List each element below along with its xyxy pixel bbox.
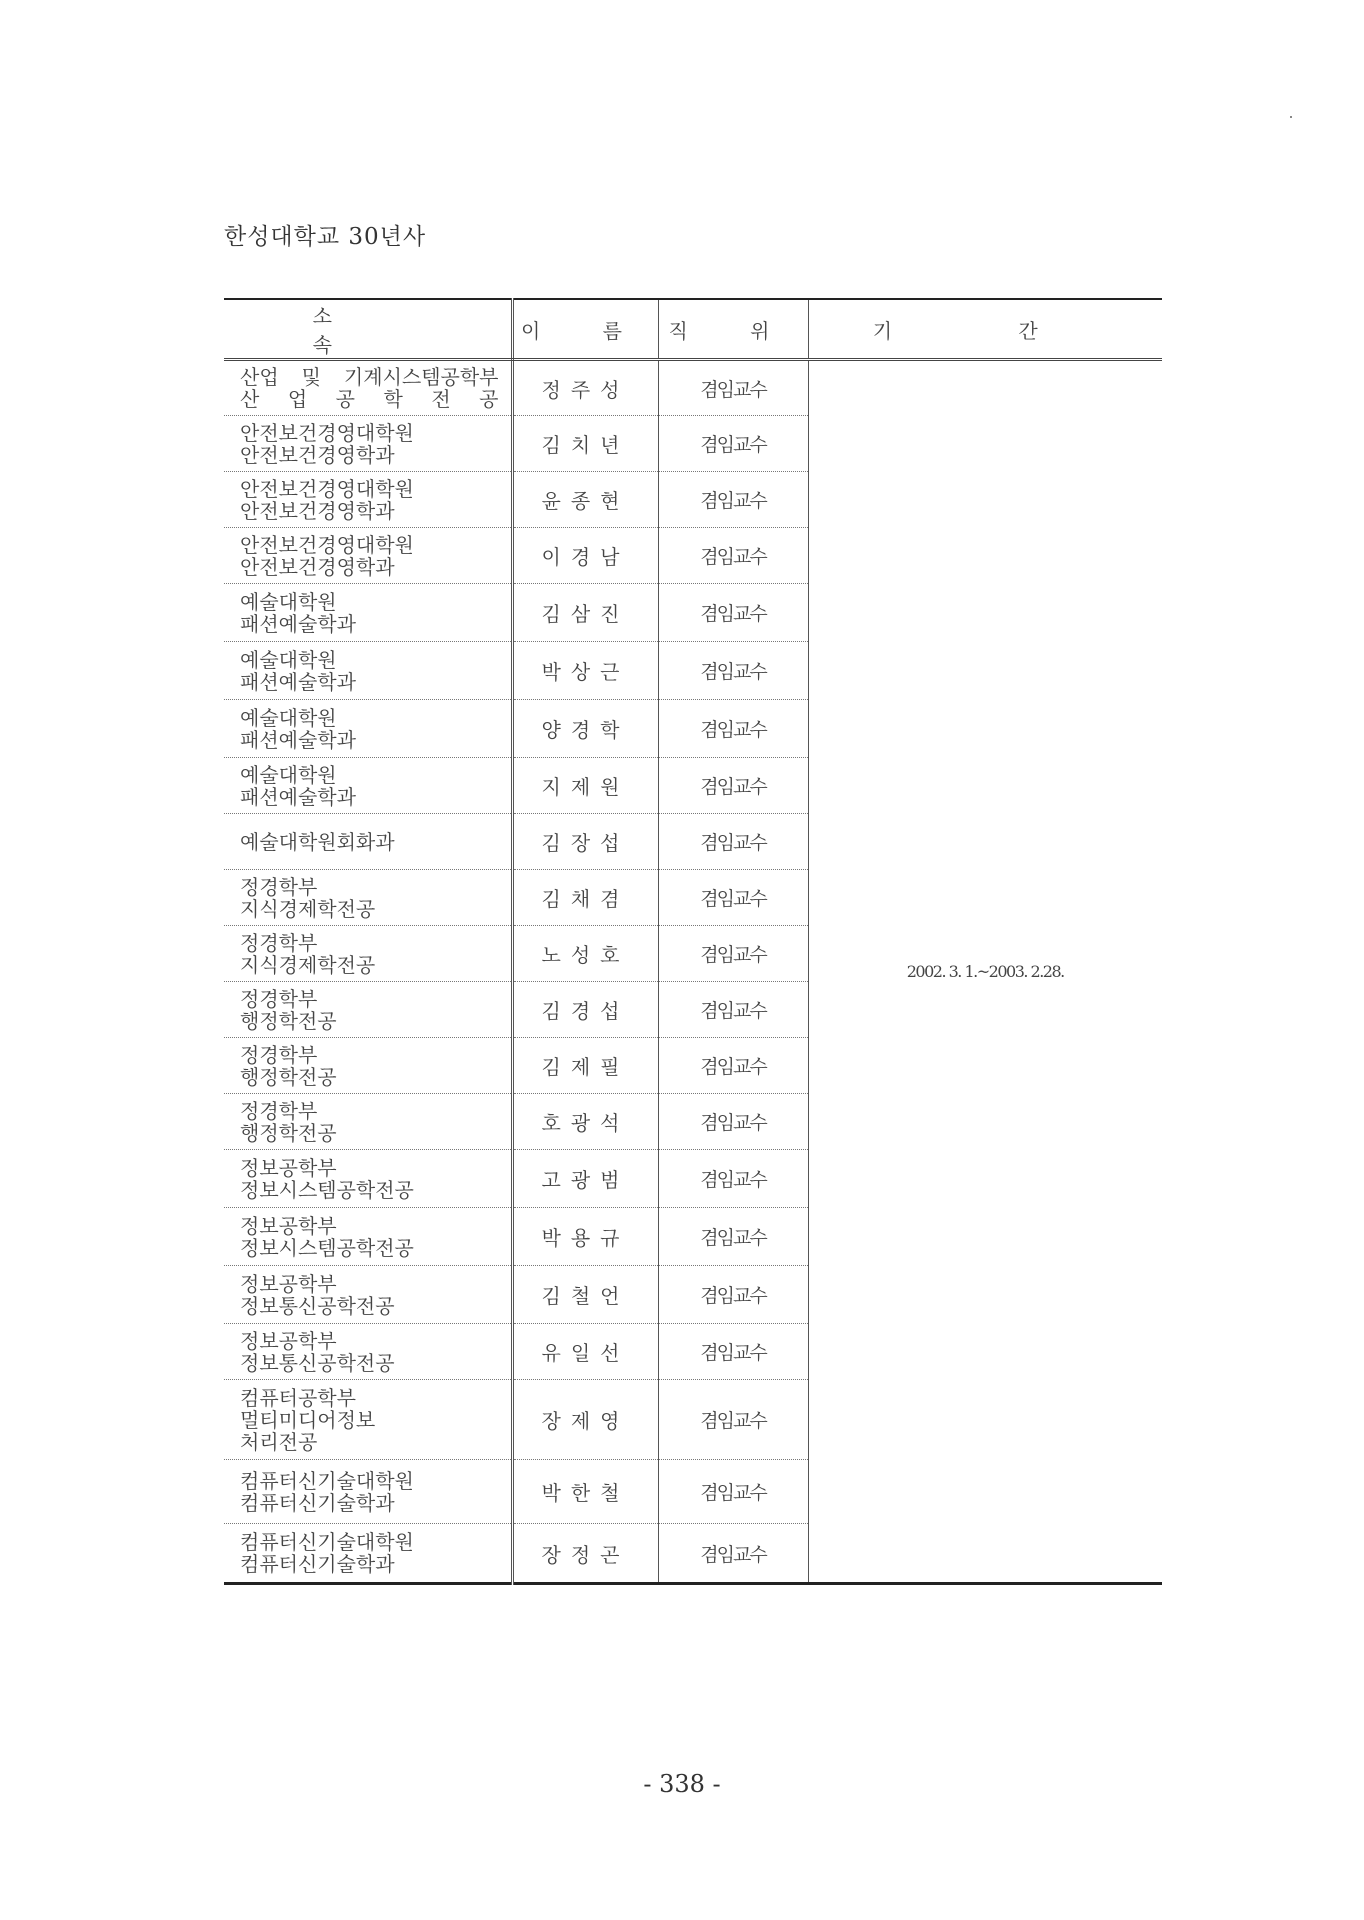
affiliation-cell — [224, 472, 512, 528]
affiliation-line: 컴퓨터신기술학과 — [240, 1490, 395, 1515]
name-cell: 김철언 — [512, 1266, 658, 1324]
name-cell: 호광석 — [512, 1094, 658, 1150]
position-cell: 겸임교수 — [658, 700, 808, 758]
position-cell: 겸임교수 — [658, 1150, 808, 1208]
position-cell: 겸임교수 — [658, 584, 808, 642]
affiliation-line: 정보통신공학전공 — [240, 1350, 395, 1375]
affiliation-line: 예술대학원 — [240, 762, 337, 787]
affiliation-cell — [224, 1380, 512, 1460]
affiliation-line: 산 업 공 학 전 공 — [240, 387, 499, 411]
position-cell: 겸임교수 — [658, 642, 808, 700]
affiliation-line: 정경학부 — [240, 930, 318, 955]
affiliation-cell — [224, 642, 512, 700]
position-cell: 겸임교수 — [658, 1094, 808, 1150]
affiliation-line: 행정학전공 — [240, 1120, 337, 1145]
name-cell: 박상근 — [512, 642, 658, 700]
affiliation-line: 컴퓨터공학부 — [240, 1385, 356, 1410]
table-header-row — [224, 299, 1162, 360]
affiliation-line: 안전보건경영학과 — [240, 498, 395, 523]
position-cell: 겸임교수 — [658, 814, 808, 870]
affiliation-line: 안전보건경영대학원 — [240, 532, 414, 557]
name-cell: 유일선 — [512, 1324, 658, 1380]
affiliation-line: 컴퓨터신기술학과 — [240, 1552, 395, 1576]
name-cell: 지제원 — [512, 758, 658, 814]
affiliation-line: 패션예술학과 — [240, 784, 356, 809]
affiliation-line: 정보공학부 — [240, 1271, 337, 1296]
name-cell: 장정곤 — [512, 1524, 658, 1584]
position-cell: 겸임교수 — [658, 472, 808, 528]
name-cell: 김경섭 — [512, 982, 658, 1038]
affiliation-line: 처리전공 — [240, 1429, 318, 1454]
affiliation-line: 안전보건경영대학원 — [240, 420, 414, 445]
table-row — [224, 360, 1162, 416]
page-number: - 338 - — [643, 1770, 721, 1798]
running-header: 한성대학교 30년사 — [224, 224, 427, 250]
affiliation-line: 예술대학원 — [240, 647, 337, 672]
affiliation-line: 정보시스템공학전공 — [240, 1235, 414, 1260]
affiliation-cell — [224, 814, 512, 870]
name-cell: 노성호 — [512, 926, 658, 982]
position-cell: 겸임교수 — [658, 360, 808, 416]
affiliation-line: 안전보건경영학과 — [240, 554, 395, 579]
affiliation-line: 정경학부 — [240, 1042, 318, 1067]
affiliation-line: 정경학부 — [240, 874, 318, 899]
affiliation-line: 예술대학원회화과 — [240, 829, 395, 854]
affiliation-cell — [224, 1094, 512, 1150]
affiliation-cell — [224, 1038, 512, 1094]
position-cell: 겸임교수 — [658, 982, 808, 1038]
column-header-name: 이 름 — [512, 299, 658, 360]
position-cell: 겸임교수 — [658, 528, 808, 584]
affiliation-line: 패션예술학과 — [240, 611, 356, 636]
name-cell: 이경남 — [512, 528, 658, 584]
column-header-period: 기 간 — [808, 299, 1162, 360]
table-body — [224, 360, 1162, 1584]
affiliation-line: 컴퓨터신기술대학원 — [240, 1468, 414, 1493]
affiliation-line: 멀티미디어정보 — [240, 1407, 376, 1432]
affiliation-line: 정경학부 — [240, 986, 318, 1011]
affiliation-line: 행정학전공 — [240, 1008, 337, 1033]
affiliation-line: 컴퓨터신기술대학원 — [240, 1530, 414, 1554]
affiliation-line: 산업 및 기계시스템공학부 — [240, 365, 499, 389]
name-cell: 김채겸 — [512, 870, 658, 926]
affiliation-cell — [224, 758, 512, 814]
affiliation-line: 정보통신공학전공 — [240, 1293, 395, 1318]
name-cell: 윤종현 — [512, 472, 658, 528]
position-cell: 겸임교수 — [658, 1380, 808, 1460]
faculty-table — [224, 298, 1162, 1585]
position-cell: 겸임교수 — [658, 1324, 808, 1380]
affiliation-line: 정보공학부 — [240, 1328, 337, 1353]
position-cell: 겸임교수 — [658, 1038, 808, 1094]
affiliation-cell — [224, 1266, 512, 1324]
affiliation-line: 안전보건경영대학원 — [240, 476, 414, 501]
period-cell: 2002. 3. 1.~2003. 2.28. — [808, 360, 1162, 1584]
affiliation-line: 지식경제학전공 — [240, 952, 376, 977]
affiliation-cell — [224, 926, 512, 982]
affiliation-cell — [224, 360, 512, 416]
name-cell: 김삼진 — [512, 584, 658, 642]
name-cell: 박용규 — [512, 1208, 658, 1266]
position-cell: 겸임교수 — [658, 926, 808, 982]
affiliation-cell — [224, 982, 512, 1038]
affiliation-line: 행정학전공 — [240, 1064, 337, 1089]
affiliation-cell — [224, 416, 512, 472]
name-cell: 박한철 — [512, 1460, 658, 1524]
affiliation-line: 예술대학원 — [240, 705, 337, 730]
name-cell: 고광범 — [512, 1150, 658, 1208]
column-header-affiliation: 소 속 — [224, 299, 512, 360]
affiliation-cell — [224, 1524, 512, 1584]
affiliation-line: 패션예술학과 — [240, 727, 356, 752]
name-cell: 양경학 — [512, 700, 658, 758]
affiliation-line: 정보공학부 — [240, 1213, 337, 1238]
affiliation-cell — [224, 1324, 512, 1380]
affiliation-line: 정보시스템공학전공 — [240, 1177, 414, 1202]
affiliation-line: 정보공학부 — [240, 1155, 337, 1180]
name-cell: 김장섭 — [512, 814, 658, 870]
affiliation-line: 지식경제학전공 — [240, 896, 376, 921]
affiliation-line: 안전보건경영학과 — [240, 442, 395, 467]
affiliation-line: 정경학부 — [240, 1098, 318, 1123]
position-cell: 겸임교수 — [658, 1460, 808, 1524]
affiliation-cell — [224, 1460, 512, 1524]
affiliation-cell — [224, 528, 512, 584]
position-cell: 겸임교수 — [658, 416, 808, 472]
position-cell: 겸임교수 — [658, 1524, 808, 1584]
name-cell: 장제영 — [512, 1380, 658, 1460]
affiliation-cell — [224, 584, 512, 642]
position-cell: 겸임교수 — [658, 870, 808, 926]
scan-speck — [1290, 116, 1292, 118]
affiliation-cell — [224, 870, 512, 926]
affiliation-line: 예술대학원 — [240, 589, 337, 614]
position-cell: 겸임교수 — [658, 1266, 808, 1324]
name-cell: 정주성 — [512, 360, 658, 416]
position-cell: 겸임교수 — [658, 758, 808, 814]
name-cell: 김치년 — [512, 416, 658, 472]
affiliation-line: 패션예술학과 — [240, 669, 356, 694]
affiliation-cell — [224, 1208, 512, 1266]
name-cell: 김제필 — [512, 1038, 658, 1094]
position-cell: 겸임교수 — [658, 1208, 808, 1266]
affiliation-cell — [224, 1150, 512, 1208]
column-header-position: 직 위 — [658, 299, 808, 360]
affiliation-cell — [224, 700, 512, 758]
